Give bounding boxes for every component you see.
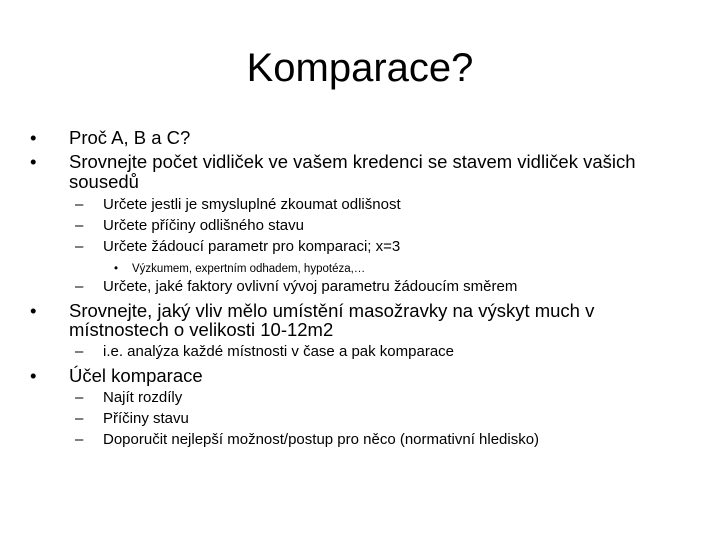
bullet-text: Proč A, B a C? [69, 127, 191, 148]
bullet-text: místnostech o velikosti 10-12m2 [69, 319, 334, 340]
sub-item-text: Určete, jaké faktory ovlivní vývoj parametru žádoucím směrem [103, 278, 518, 295]
bullet-icon: • [30, 127, 37, 148]
sub-item-text: Určete příčiny odlišného stavu [103, 217, 304, 234]
bullet-text: Účel komparace [69, 365, 203, 386]
sub-item-text: Příčiny stavu [103, 410, 189, 427]
sub-sub-item-text: Výzkumem, expertním odhadem, hypotéza,… [132, 263, 366, 275]
dash-icon: – [75, 278, 84, 295]
bullet-icon: • [30, 151, 37, 172]
sub-item-text: Doporučit nejlepší možnost/postup pro něco (normativní hledisko) [103, 431, 540, 448]
dash-icon: – [75, 431, 84, 448]
dash-icon: – [75, 389, 84, 406]
sub-item-text: Určete žádoucí parametr pro komparaci; x=3 [103, 238, 401, 255]
sub-item-text: Určete jestli je smysluplné zkoumat odlišnost [103, 196, 401, 213]
dash-icon: – [75, 343, 84, 360]
bullet-icon: • [30, 300, 37, 321]
slide-title: Komparace? [246, 46, 474, 90]
sub-item-text: Najít rozdíly [103, 389, 183, 406]
bullet-icon: • [114, 263, 119, 275]
bullet-text: Srovnejte počet vidliček ve vašem kredenci se stavem vidliček vašich [69, 151, 636, 172]
dash-icon: – [75, 217, 84, 234]
bullet-icon: • [30, 365, 37, 386]
dash-icon: – [75, 196, 84, 213]
bullet-text: Srovnejte, jaký vliv mělo umístění masožravky na výskyt much v [69, 300, 595, 321]
dash-icon: – [75, 410, 84, 427]
dash-icon: – [75, 238, 84, 255]
bullet-text: sousedů [69, 171, 139, 192]
sub-item-text: i.e. analýza každé místnosti v čase a pak komparace [103, 343, 455, 360]
